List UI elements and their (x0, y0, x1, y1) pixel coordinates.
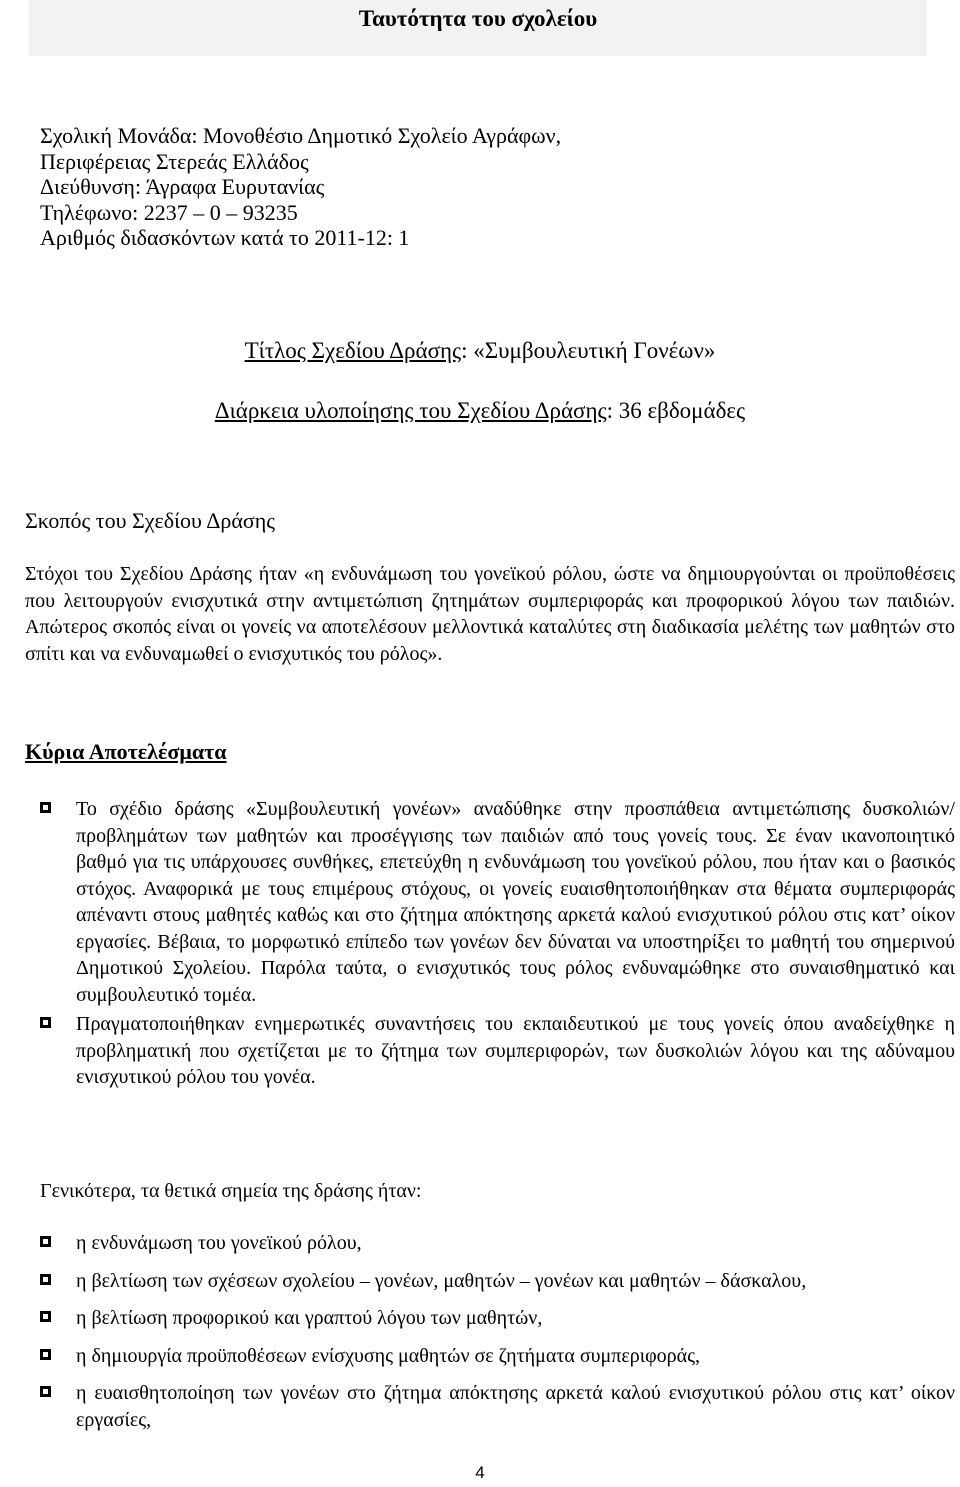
list-item (0, 1380, 960, 1433)
list-item-text: η ευαισθητοποίηση των γονέων στο ζήτημα απόκτησης αρκετά καλού ενισχυτικού ρόλου στις κατ’ οίκον εργασίες, (76, 1382, 955, 1431)
list-item (0, 1230, 960, 1257)
list-item-text: η ενδυνάμωση του γονεϊκού ρόλου, (76, 1232, 362, 1254)
page-title: Ταυτότητα του σχολείου (358, 6, 598, 31)
plan-title-label: Τίτλος Σχεδίου Δράσης (244, 338, 462, 363)
goal-paragraph: Στόχοι του Σχεδίου Δράσης ήταν «η ενδυνάμωση του γονεϊκού ρόλου, ώστε να δημιουργούνται οι προϋποθέσεις που λειτουργούν ενισχυτικά στην αντιμετώπιση ζητημάτων συμπεριφοράς και προφορικού λόγου των παιδιών. Απώτερος σκοπός είναι οι γονείς να αποτελέσουν μελλοντικά καταλύτες στη διαδικασία μελέτης των μαθητών στο σπίτι και να ενδυναμωθεί ο ενισχυτικός του ρόλος». (25, 563, 955, 665)
school-region: Περιφέρειας Στερεάς Ελλάδος (40, 148, 309, 174)
general-intro: Γενικότερα, τα θετικά σημεία της δράσης ήταν: (40, 1180, 422, 1202)
school-unit: Σχολική Μονάδα: Μονοθέσιο Δημοτικό Σχολείο Αγράφων, (40, 123, 562, 148)
school-phone: Τηλέφωνο: 2237 – 0 – 93235 (40, 199, 298, 225)
bullet-icon (40, 1386, 51, 1397)
school-teachers: Αριθμός διδασκόντων κατά το 2011-12: 1 (40, 225, 410, 250)
bullet-icon (40, 1349, 51, 1360)
bullet-icon (40, 1311, 51, 1322)
page-number: 4 (475, 1463, 485, 1482)
plan-duration (0, 398, 960, 424)
results-heading: Κύρια Αποτελέσματα (25, 739, 227, 764)
goal-heading: Σκοπός του Σχεδίου Δράσης (25, 508, 275, 533)
bullet-icon (40, 1274, 51, 1285)
duration-value: : 36 εβδομάδες (606, 398, 746, 423)
list-item-text: η βελτίωση προφορικού και γραπτού λόγου των μαθητών, (76, 1307, 543, 1329)
school-address: Διεύθυνση: Άγραφα Ευρυτανίας (40, 174, 325, 199)
plan-title-value: : «Συμβουλευτική Γονέων» (461, 338, 716, 363)
bullet-icon (40, 1017, 51, 1028)
list-item (0, 796, 960, 1008)
school-info (40, 123, 920, 251)
list-item (0, 1268, 960, 1295)
positives-list (0, 1230, 960, 1444)
duration-label: Διάρκεια υλοποίησης του Σχεδίου Δράσης (214, 398, 607, 423)
list-item-text: Το σχέδιο δράσης «Συμβουλευτική γονέων» αναδύθηκε στην προσπάθεια αντιμετώπισης δυσκολιών/ προβλημάτων των μαθητών και προσέγγισης των παιδιών από τους γονείς τους. Σε έναν ικανοποιητικό βαθμό για τις υπάρχουσες συνθήκες, επετεύχθη η ενδυνάμωση του γονεϊκού ρόλου, που ήταν και ο βασικός στόχος. Αναφορικά με τους επιμέρους στόχους, οι γονείς ευαισθητοποιήθηκαν στα θέματα συμπεριφοράς απέναντι στους μαθητές καθώς και στο ζήτημα απόκτησης αρκετά καλού ενισχυτικού ρόλου στις κατ’ οίκον εργασίες. Βέβαια, το μορφωτικό επίπεδο των γονέων δεν δύναται να υποστηρίξει το μαθητή του σημερινού Δημοτικού Σχολείου. Παρόλα ταύτα, ο ενισχυτικός τους ρόλος ενδυναμώθηκε στο συναισθηματικό και συμβουλευτικό τομέα. (76, 798, 955, 1006)
list-item (0, 1305, 960, 1332)
bullet-icon (40, 1236, 51, 1247)
bullet-icon (40, 802, 51, 813)
list-item-text: Πραγματοποιήθηκαν ενημερωτικές συναντήσεις του εκπαιδευτικού με τους γονείς όπου αναδείχθηκε η προβληματική που σχετίζεται με το ζήτημα των συμπεριφορών, των δυσκολιών λόγου και της αδύναμου ενισχυτικού ρόλου του γονέα. (76, 1013, 955, 1088)
results-list (0, 796, 960, 1094)
list-item-text: η δημιουργία προϋποθέσεων ενίσχυσης μαθητών σε ζητήματα συμπεριφοράς, (76, 1344, 701, 1367)
plan-title (0, 338, 960, 364)
list-item (0, 1343, 960, 1370)
list-item-text: η βελτίωση των σχέσεων σχολείου – γονέων, μαθητών – γονέων και μαθητών – δάσκαλου, (76, 1269, 807, 1292)
list-item (0, 1011, 960, 1091)
